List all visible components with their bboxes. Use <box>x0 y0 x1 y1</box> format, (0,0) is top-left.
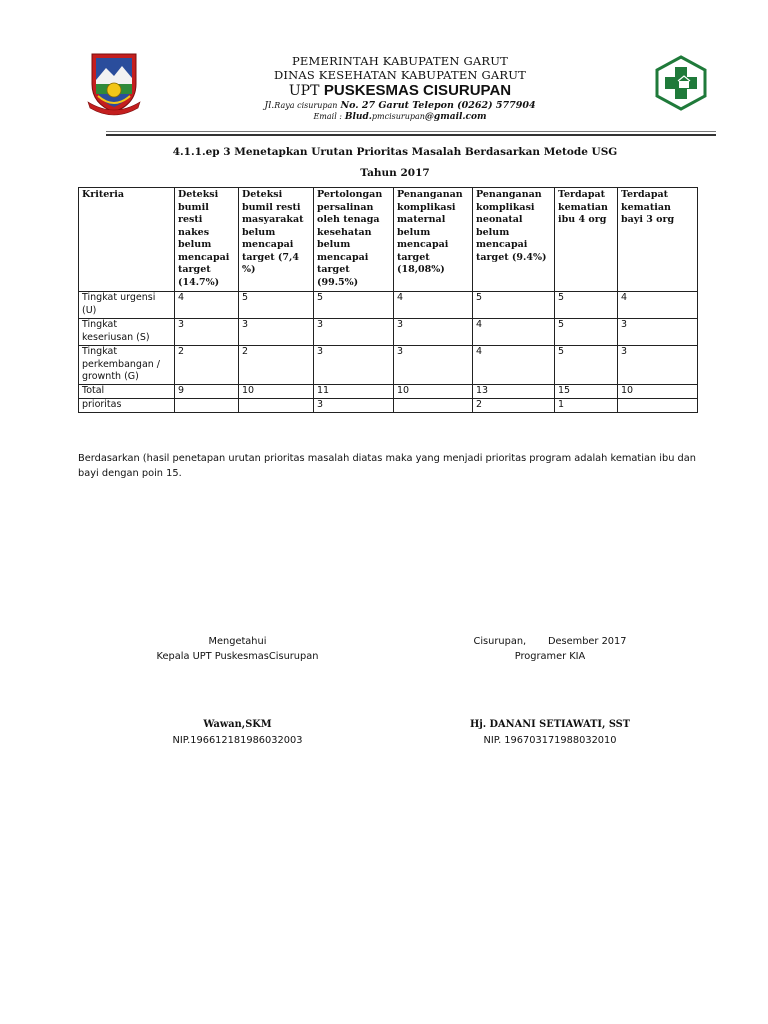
address-text: Raya cisurupan <box>274 101 338 110</box>
table-cell: 2 <box>239 346 314 385</box>
garut-regency-emblem-icon <box>84 50 144 116</box>
header-department: DINAS KESEHATAN KABUPATEN GARUT <box>273 68 527 82</box>
table-cell: 3 <box>175 319 239 346</box>
table-cell: Tingkat urgensi (U) <box>79 292 175 319</box>
table-cell: Tingkat perkembangan / grownth (G) <box>79 346 175 385</box>
table-cell: 10 <box>618 385 698 399</box>
table-cell: 3 <box>239 319 314 346</box>
table-cell: 2 <box>175 346 239 385</box>
email-label: Email : <box>313 112 343 121</box>
table-cell: 3 <box>314 319 394 346</box>
table-cell: 13 <box>473 385 555 399</box>
signature-right-line2: Programer KIA <box>514 651 586 662</box>
email-domain: @gmail.com <box>424 112 487 122</box>
header-institution-prefix: UPT <box>288 83 320 99</box>
table-header-cell: Deteksi bumil resti masyarakat belum mencapai target (7,4 %) <box>239 188 314 292</box>
table-cell: 1 <box>555 399 618 413</box>
table-cell <box>175 399 239 413</box>
table-cell: 5 <box>555 292 618 319</box>
table-cell: 4 <box>175 292 239 319</box>
table-cell: 15 <box>555 385 618 399</box>
signature-right-line1: Cisurupan, Desember 2017 <box>473 636 627 647</box>
table-header-cell: Terdapat kematian ibu 4 org <box>555 188 618 292</box>
table-cell: 3 <box>618 346 698 385</box>
table-cell: 5 <box>314 292 394 319</box>
table-cell: 10 <box>394 385 473 399</box>
header-rule-thin <box>106 131 716 132</box>
table-cell: 3 <box>394 319 473 346</box>
table-cell: 9 <box>175 385 239 399</box>
address-label: Jl. <box>264 100 275 111</box>
table-cell: 5 <box>473 292 555 319</box>
table-cell: 10 <box>239 385 314 399</box>
table-header-cell: Penanganan komplikasi maternal belum mencapai target (18,08%) <box>394 188 473 292</box>
address-number-phone: No. 27 Garut Telepon (0262) 577904 <box>340 100 536 111</box>
table-cell: 4 <box>473 319 555 346</box>
table-cell: Tingkat keseriusan (S) <box>79 319 175 346</box>
table-cell: 3 <box>314 346 394 385</box>
table-header-row <box>79 188 698 292</box>
usg-priority-table <box>78 187 698 413</box>
table-cell: 4 <box>473 346 555 385</box>
table-header-cell: Kriteria <box>79 188 175 292</box>
signer-left-name: Wawan,SKM <box>203 719 272 730</box>
signature-right-nip: NIP. 196703171988032010 <box>483 735 617 746</box>
document-title: 4.1.1.ep 3 Menetapkan Urutan Prioritas Masalah Berdasarkan Metode USG <box>172 146 618 158</box>
email-user: pmcisurupan <box>371 112 425 121</box>
puskesmas-logo-icon <box>655 55 707 111</box>
table-cell: 11 <box>314 385 394 399</box>
header-rule-thick <box>106 134 716 136</box>
table-cell: 3 <box>314 399 394 413</box>
table-cell <box>618 399 698 413</box>
header-government: PEMERINTAH KABUPATEN GARUT <box>291 54 509 68</box>
table-cell <box>239 399 314 413</box>
table-cell: 5 <box>555 319 618 346</box>
signature-right-name <box>455 719 645 730</box>
signature-left-line1: Mengetahui <box>208 636 267 647</box>
header-institution <box>200 82 600 99</box>
table-cell <box>394 399 473 413</box>
table-row <box>79 292 698 319</box>
table-cell: Total <box>79 385 175 399</box>
table-cell: 2 <box>473 399 555 413</box>
conclusion-paragraph: Berdasarkan (hasil penetapan urutan prioritas masalah diatas maka yang menjadi prioritas program adalah kematian ibu dan bayi dengan poin 15. <box>78 453 696 479</box>
document-year: Tahun 2017 <box>360 167 430 179</box>
signature-left-nip: NIP.196612181986032003 <box>172 735 303 746</box>
table-header-cell: Penanganan komplikasi neonatal belum mencapai target (9.4%) <box>473 188 555 292</box>
email-prefix: Blud. <box>344 112 372 122</box>
table-row <box>79 385 698 399</box>
table-cell: 3 <box>394 346 473 385</box>
signature-left-line2: Kepala UPT PuskesmasCisurupan <box>156 651 319 662</box>
table-cell: 4 <box>618 292 698 319</box>
signer-right-name: Hj. DANANI SETIAWATI, SST <box>469 719 631 730</box>
table-header-cell: Pertolongan persalinan oleh tenaga kesehatan belum mencapai target (99.5%) <box>314 188 394 292</box>
table-row <box>79 346 698 385</box>
table-row <box>79 399 698 413</box>
table-header-cell: Terdapat kematian bayi 3 org <box>618 188 698 292</box>
table-cell: 5 <box>555 346 618 385</box>
header-address <box>200 100 600 111</box>
table-header-cell: Deteksi bumil resti nakes belum mencapai target (14.7%) <box>175 188 239 292</box>
table-row <box>79 319 698 346</box>
table-cell: prioritas <box>79 399 175 413</box>
table-cell: 4 <box>394 292 473 319</box>
header-email <box>200 112 600 122</box>
table-cell: 5 <box>239 292 314 319</box>
header-institution-name: PUSKESMAS CISURUPAN <box>323 82 512 99</box>
signature-left-name <box>130 719 345 730</box>
table-cell: 3 <box>618 319 698 346</box>
